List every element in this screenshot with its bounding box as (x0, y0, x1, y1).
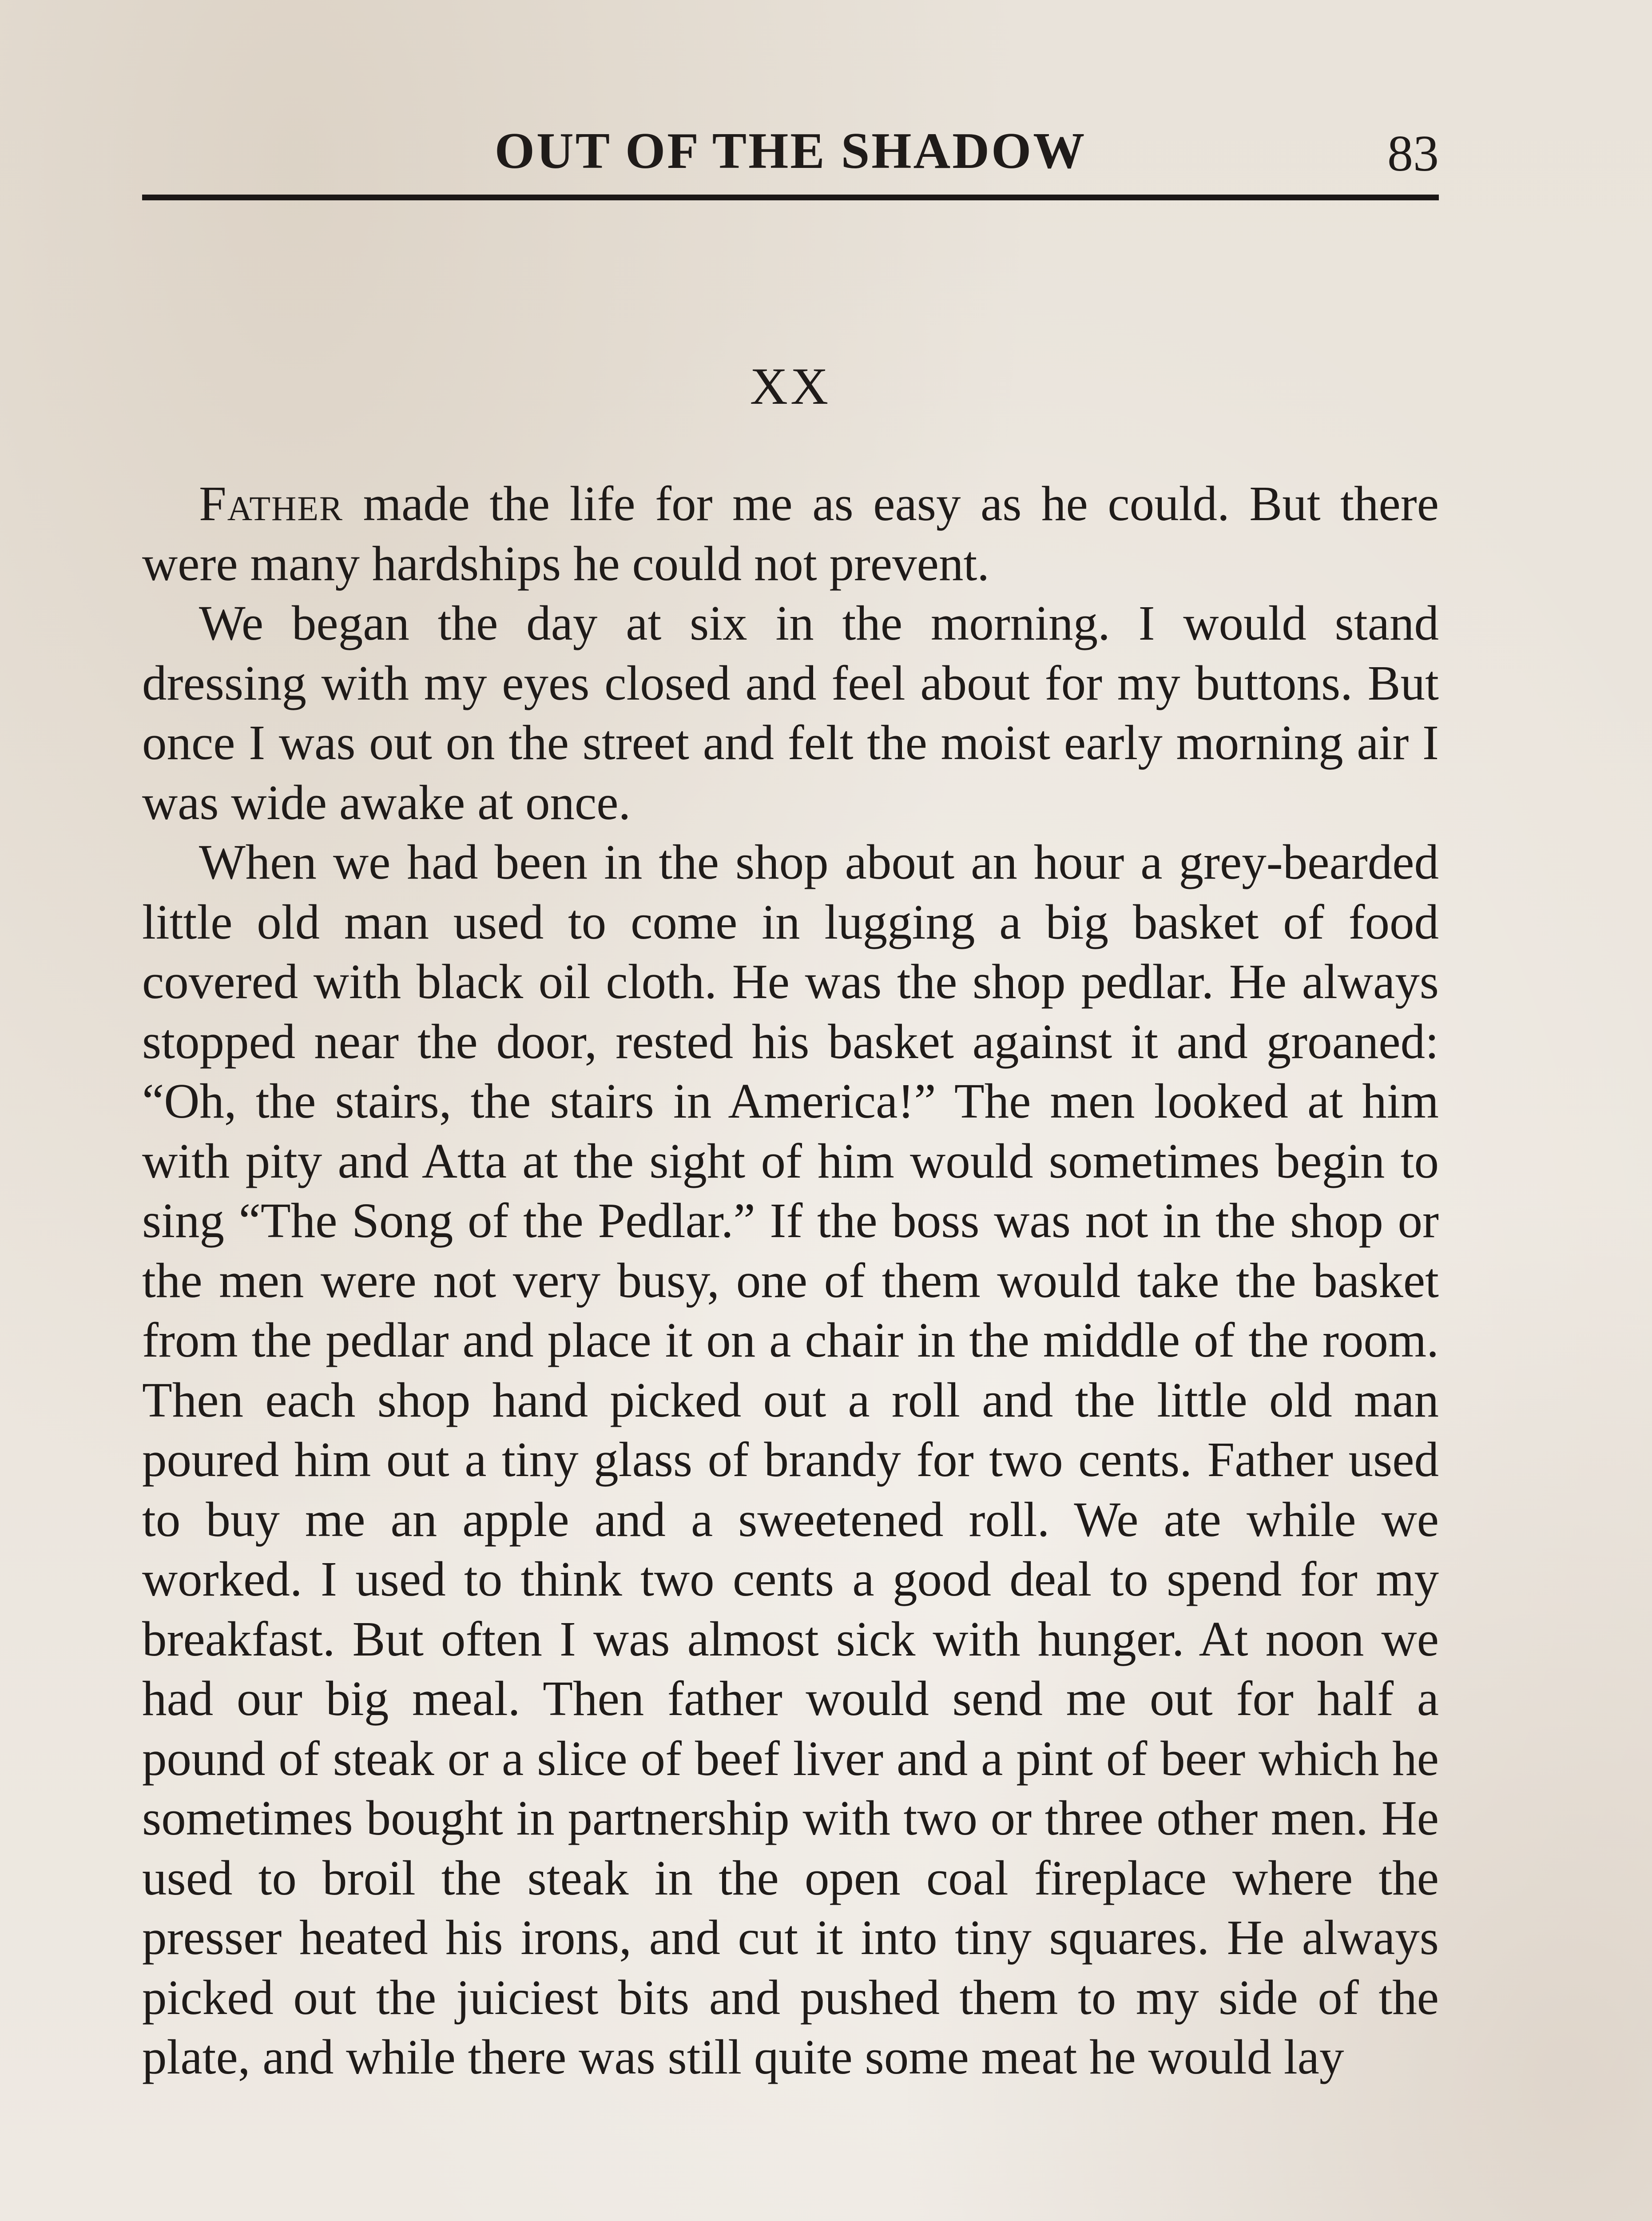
paragraph: When we had been in the shop about an hour a grey-bearded little old man used to come in lugging a big basket of food covered with black oil cloth. He was the shop pedlar. He always stopped near the door, rested his basket against it and groaned: “Oh, the stairs, the stairs in America!” The men looked at him with pity and Atta at the sight of him would sometimes begin to sing “The Song of the Pedlar.” If the boss was not in the shop or the men were not very busy, one of them would take the basket from the pedlar and place it on a chair in the middle of the room. Then each shop hand picked out a roll and the little old man poured him out a tiny glass of brandy for two cents. Father used to buy me an apple and a sweetened roll. We ate while we worked. I used to think two cents a good deal to spend for my breakfast. But often I was almost sick with hunger. At noon we had our big meal. Then father would send me out for half a pound of steak or a slice of beef liver and a pint of beer which he sometimes bought in partnership with two or three other men. He used to broil the steak in the open coal fireplace where the presser heated his irons, and cut it into tiny squares. He always picked out the juiciest bits and pushed them to my side of the plate, and while there was still quite some meat he would lay (142, 835, 1439, 2085)
paragraph (142, 474, 1439, 594)
paragraph-lead-word: Father (199, 477, 344, 531)
paragraph: We began the day at six in the morning. I would stand dressing with my eyes closed and feel about for my buttons. But once I was out on the street and felt the moist early morning air I was wide awake at once. (142, 596, 1439, 830)
running-head (142, 120, 1439, 182)
chapter-heading: XX (750, 357, 831, 415)
header-rule (142, 195, 1439, 200)
page-number: 83 (1387, 125, 1439, 182)
running-title: OUT OF THE SHADOW (494, 123, 1087, 179)
body-text (142, 474, 1439, 2088)
paragraph-text: made the life for me as easy as he could. But there were many hardships he could not prevent. (142, 477, 1439, 591)
